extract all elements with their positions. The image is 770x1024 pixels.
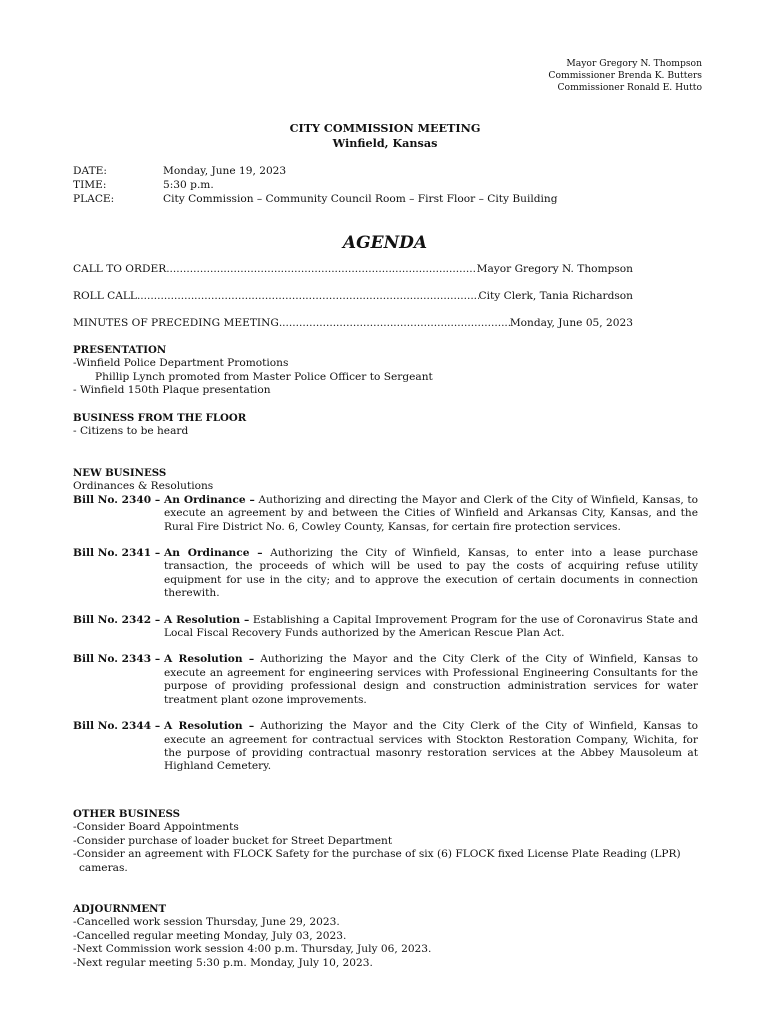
- leader-dots: [279, 317, 510, 330]
- agenda-item-minutes: [73, 317, 633, 330]
- bill-number: Bill No. 2343 –: [73, 653, 161, 666]
- adjournment-heading: ADJOURNMENT: [73, 903, 167, 915]
- other-business-line: -Consider Board Appointments: [73, 821, 239, 834]
- agenda-heading: AGENDA: [342, 233, 428, 253]
- agenda-item-label: ROLL CALL: [73, 290, 137, 302]
- leader-dots: [166, 263, 476, 276]
- date-row: [73, 165, 558, 179]
- adjournment-section: [73, 903, 698, 970]
- meeting-details: [73, 165, 558, 207]
- agenda-item-value: Monday, June 05, 2023: [509, 317, 633, 329]
- adjournment-line: -Next Commission work session 4:00 p.m. Thursday, July 06, 2023.: [73, 943, 432, 956]
- bill-2341: [73, 547, 698, 601]
- bill-number: Bill No. 2344 –: [73, 720, 161, 733]
- other-business-line: cameras.: [79, 861, 128, 874]
- business-floor-heading: BUSINESS FROM THE FLOOR: [73, 412, 247, 424]
- presentation-section: [73, 344, 698, 398]
- presentation-line: Phillip Lynch promoted from Master Police Officer to Sergeant: [95, 370, 433, 383]
- time-value: 5:30 p.m.: [163, 179, 214, 191]
- business-floor-section: [73, 412, 698, 439]
- bill-text: Authorizing the Mayor and the City Clerk of the City of Winfield, Kansas to execute an agreement for contractual services with Stockton Restoration Company, Wichita, for the purpose of providing contractual masonry restoration services at the Abbey Mausoleum at Highland Cemetery.: [164, 720, 698, 773]
- business-floor-line: - Citizens to be heard: [73, 425, 189, 438]
- adjournment-line: -Next regular meeting 5:30 p.m. Monday, July 10, 2023.: [73, 956, 373, 969]
- time-row: [73, 179, 558, 193]
- bill-2344: [73, 720, 698, 774]
- presentation-line: - Winfield 150th Plaque presentation: [73, 384, 271, 397]
- bill-type: An Ordinance –: [164, 547, 263, 560]
- agenda-item-call-to-order: [73, 263, 633, 276]
- presentation-line: -Winfield Police Department Promotions: [73, 357, 289, 370]
- adjournment-line: -Cancelled work session Thursday, June 29, 2023.: [73, 916, 340, 929]
- bill-type: A Resolution –: [164, 653, 255, 666]
- leader-dots: [137, 290, 479, 303]
- bill-type: A Resolution –: [164, 720, 255, 733]
- bill-type: An Ordinance –: [164, 493, 255, 506]
- commissioners-list: [548, 58, 702, 95]
- meeting-location: Winfield, Kansas: [332, 136, 438, 150]
- other-business-section: [73, 808, 698, 875]
- other-business-line: -Consider an agreement with FLOCK Safety for the purchase of six (6) FLOCK fixed License Plate Reading (LPR): [73, 848, 681, 861]
- bill-type: A Resolution –: [164, 613, 250, 626]
- bill-number: Bill No. 2342 –: [73, 613, 161, 626]
- new-business-section: [73, 467, 698, 774]
- meeting-title: CITY COMMISSION MEETING: [289, 121, 481, 135]
- agenda-item-value: City Clerk, Tania Richardson: [478, 290, 633, 302]
- bill-text: Authorizing the Mayor and the City Clerk of the City of Winfield, Kansas to execute an agreement for engineering services with Professional Engineering Consultants for the purpose of providing professional design and construction administration services for water treatment plant ozone improvements.: [164, 653, 698, 706]
- place-value: City Commission – Community Council Room – First Floor – City Building: [163, 193, 558, 205]
- new-business-subheading: Ordinances & Resolutions: [73, 480, 214, 493]
- bill-number: Bill No. 2341 –: [73, 547, 161, 560]
- other-business-line: -Consider purchase of loader bucket for Street Department: [73, 834, 393, 847]
- bill-text: Establishing a Capital Improvement Program for the use of Coronavirus State and Local Fiscal Recovery Funds authorized by the American Rescue Plan Act.: [164, 613, 698, 640]
- adjournment-line: -Cancelled regular meeting Monday, July 03, 2023.: [73, 929, 347, 942]
- bill-text: Authorizing and directing the Mayor and Clerk of the City of Winfield, Kansas, to execute an agreement by and between the Cities of Winfield and Arkansas City, Kansas, and the Rural Fire District No. 6, Cowley County, Kansas, for certain fire protection services.: [164, 493, 699, 533]
- bill-2340: [73, 494, 698, 534]
- date-label: DATE:: [73, 165, 107, 177]
- commissioner-butters: Commissioner Brenda K. Butters: [548, 70, 702, 82]
- new-business-heading: NEW BUSINESS: [73, 467, 167, 479]
- place-label: PLACE:: [73, 193, 115, 205]
- bill-2342: [73, 614, 698, 641]
- date-value: Monday, June 19, 2023: [163, 165, 287, 177]
- bill-2343: [73, 653, 698, 707]
- bill-text: Authorizing the City of Winfield, Kansas, to enter into a lease purchase transaction, the proceeds of which will be used to pay the costs of acquiring refuse utility equipment for use in the city; and to approve the execution of certain documents in connection therewith.: [164, 547, 698, 600]
- meeting-title-block: [0, 121, 770, 151]
- commissioner-mayor: Mayor Gregory N. Thompson: [566, 58, 702, 69]
- bill-number: Bill No. 2340 –: [73, 493, 161, 506]
- agenda-item-label: CALL TO ORDER: [73, 263, 167, 275]
- time-label: TIME:: [73, 179, 107, 191]
- agenda-item-value: Mayor Gregory N. Thompson: [476, 263, 633, 275]
- place-row: [73, 193, 558, 207]
- agenda-item-roll-call: [73, 290, 633, 303]
- agenda-item-label: MINUTES OF PRECEDING MEETING: [73, 317, 279, 329]
- commissioner-hutto: Commissioner Ronald E. Hutto: [557, 82, 702, 94]
- presentation-heading: PRESENTATION: [73, 344, 167, 356]
- other-business-heading: OTHER BUSINESS: [73, 808, 181, 820]
